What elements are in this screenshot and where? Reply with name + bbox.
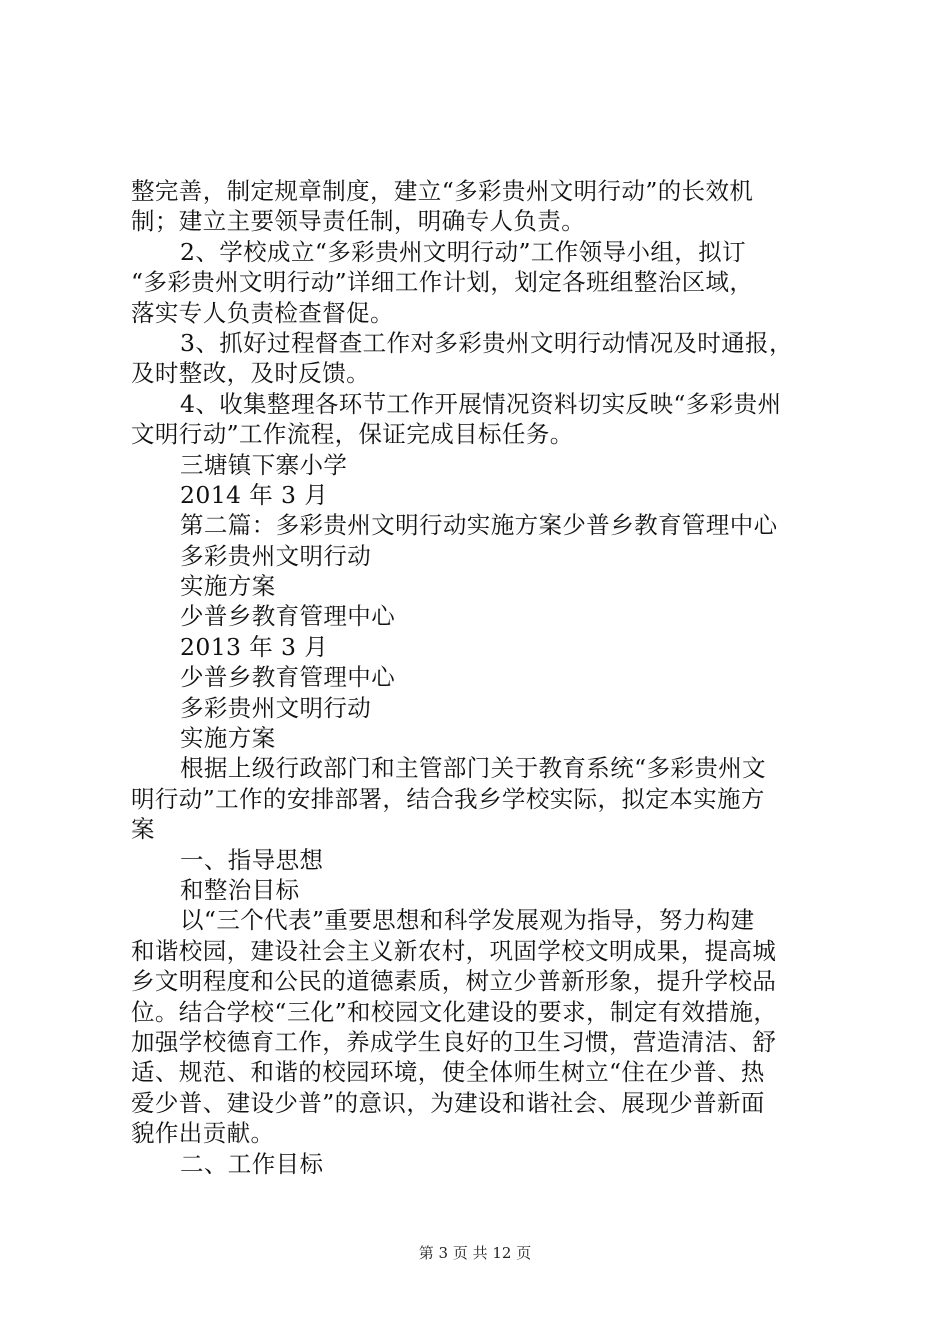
body-line: 爱少普、建设少普”的意识，为建设和谐社会、展现少普新面 (131, 1088, 765, 1117)
section-heading: 第二篇：多彩贵州文明行动实施方案少普乡教育管理中心 (180, 511, 778, 540)
body-line: 制；建立主要领导责任制，明确专人负责。 (131, 207, 586, 236)
subsection-heading: 一、指导思想 (180, 845, 324, 874)
signature-date: 2014 年 3 月 (180, 480, 329, 509)
body-line: 少普乡教育管理中心 (180, 663, 396, 692)
body-line: 乡文明程度和公民的道德素质，树立少普新形象，提升学校品 (131, 967, 777, 996)
body-line: 少普乡教育管理中心 (180, 602, 396, 631)
subsection-heading: 和整治目标 (180, 875, 300, 904)
page-number-footer: 第 3 页 共 12 页 (418, 1244, 532, 1262)
body-line: 多彩贵州文明行动 (180, 693, 372, 722)
document-body (131, 176, 831, 1179)
subsection-heading: 二、工作目标 (180, 1149, 324, 1178)
body-line: 位。结合学校“三化”和校园文化建设的要求，制定有效措施， (131, 997, 778, 1026)
body-line: 和谐校园，建设社会主义新农村，巩固学校文明成果，提高城 (131, 936, 777, 965)
body-line: 及时整改，及时反馈。 (131, 359, 370, 388)
body-line: 以“三个代表”重要思想和科学发展观为指导，努力构建 (180, 906, 755, 935)
body-line: 明行动”工作的安排部署，结合我乡学校实际，拟定本实施方 (131, 784, 765, 813)
body-line: 根据上级行政部门和主管部门关于教育系统“多彩贵州文 (180, 754, 767, 783)
body-line: 加强学校德育工作，养成学生良好的卫生习惯，营造清洁、舒 (131, 1027, 777, 1056)
school-signature: 三塘镇下寨小学 (180, 450, 348, 479)
body-line: 多彩贵州文明行动 (180, 541, 372, 570)
body-line: 4、收集整理各环节工作开展情况资料切实反映“多彩贵州 (180, 389, 782, 418)
body-line: 2、学校成立“多彩贵州文明行动”工作领导小组，拟订 (180, 237, 746, 266)
body-line: 整完善，制定规章制度，建立“多彩贵州文明行动”的长效机 (131, 177, 754, 205)
body-line: 2013 年 3 月 (180, 632, 329, 661)
body-line: 文明行动”工作流程，保证完成目标任务。 (131, 420, 574, 449)
body-line: 3、抓好过程督查工作对多彩贵州文明行动情况及时通报， (180, 328, 793, 357)
body-line: 落实专人负责检查督促。 (131, 298, 394, 327)
body-line: 实施方案 (180, 724, 276, 753)
body-line: 实施方案 (180, 572, 276, 601)
body-line: 貌作出贡献。 (131, 1119, 275, 1148)
body-line: 适、规范、和谐的校园环境，使全体师生树立“住在少普、热 (131, 1058, 765, 1087)
body-line: “多彩贵州文明行动”详细工作计划，划定各班组整治区域， (131, 268, 754, 297)
body-line: 案 (131, 815, 155, 844)
